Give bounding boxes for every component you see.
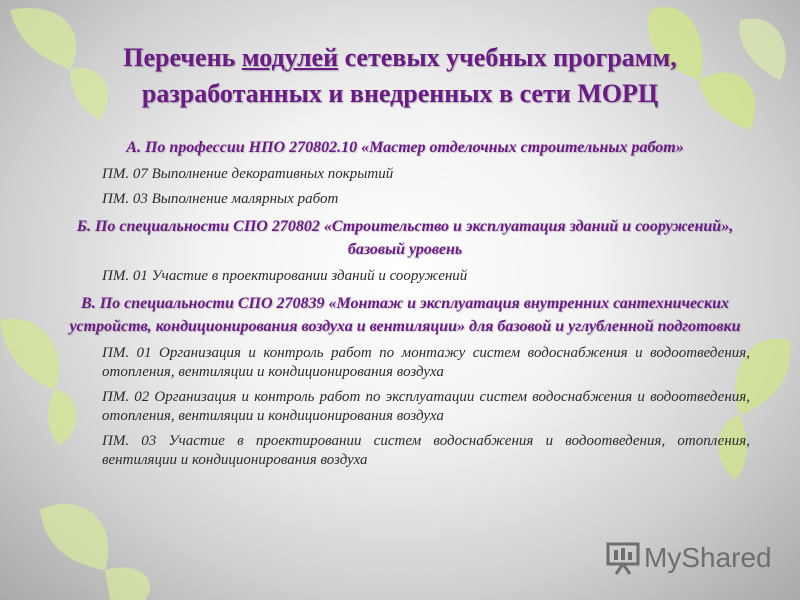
module-item: ПМ. 02 Организация и контроль работ по эксплуатации систем водоснабжения и водоотведения, отопления, вентиляции и кондиционирования воздуха <box>102 389 750 424</box>
logo-text: MyShared <box>644 542 772 573</box>
slide-title <box>0 40 800 112</box>
title-line1-post: сетевых учебных программ, <box>338 43 677 72</box>
myshared-logo <box>606 540 772 576</box>
title-line-2: разработанных и внедренных в сети МОРЦ <box>141 79 659 108</box>
section-a <box>60 136 750 209</box>
module-item: ПМ. 01 Участие в проектировании зданий и сооружений <box>102 268 468 284</box>
module-item: ПМ. 03 Участие в проектировании систем водоснабжения и водоотведения, отопления, вентиляции и кондиционирования воздуха <box>102 433 750 468</box>
module-list <box>60 136 750 476</box>
section-heading: А. По профессии НПО 270802.10 «Мастер отделочных строительных работ» <box>126 139 684 156</box>
section-c <box>60 292 750 470</box>
module-item: ПМ. 07 Выполнение декоративных покрытий <box>102 166 394 182</box>
section-heading: В. По специальности СПО 270839 «Монтаж и эксплуатация внутренних сантехнических устройств, кондиционирования воздуха и вентиляции» для базовой и углубленной подготовки <box>69 295 741 335</box>
title-underlined-word: модулей <box>241 43 339 72</box>
module-item: ПМ. 01 Организация и контроль работ по монтажу систем водоснабжения и водоотведения, отопления, вентиляции и кондиционирования воздуха <box>102 345 750 380</box>
butterfly-bottom-left <box>20 470 170 600</box>
presentation-screen-icon <box>606 540 640 576</box>
title-line-1 <box>0 40 800 76</box>
title-line1-pre: Перечень <box>123 43 242 72</box>
section-heading: Б. По специальности СПО 270802 «Строительство и эксплуатация зданий и сооружений», базовый уровень <box>76 218 734 258</box>
module-item: ПМ. 03 Выполнение малярных работ <box>102 191 339 207</box>
section-b <box>60 215 750 286</box>
